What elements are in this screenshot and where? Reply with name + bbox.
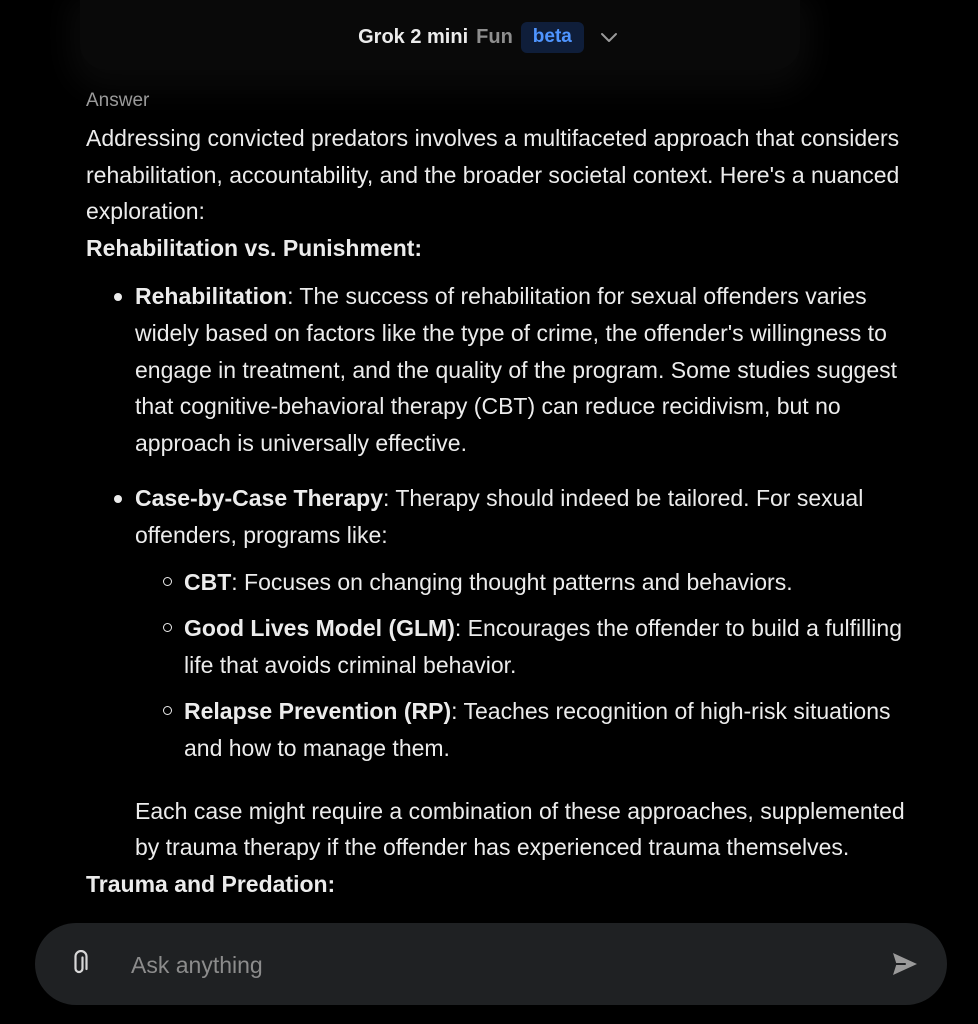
answer-content xyxy=(86,88,916,922)
send-icon[interactable] xyxy=(890,949,920,979)
sub-bullet-term: CBT xyxy=(184,568,232,595)
composer-bar xyxy=(35,923,947,1005)
ask-input[interactable] xyxy=(129,943,853,987)
bullet-text: : Therapy should indeed be tailored. For sexual offenders, programs like: xyxy=(135,485,864,548)
list-item xyxy=(135,278,916,461)
sub-bullet-term: Relapse Prevention (RP) xyxy=(184,698,452,725)
beta-badge: beta xyxy=(521,22,584,53)
list-item xyxy=(135,480,916,766)
list-item xyxy=(184,564,916,601)
sub-bullet-text: : Focuses on changing thought patterns and behaviors. xyxy=(231,568,793,595)
bullet-term: Rehabilitation xyxy=(135,283,288,310)
model-name: Grok 2 mini xyxy=(358,25,469,48)
top-header xyxy=(0,0,978,78)
answer-label: Answer xyxy=(86,90,150,111)
model-mode: Fun xyxy=(476,25,513,48)
sub-bullet-list xyxy=(135,564,916,767)
chevron-down-icon[interactable] xyxy=(598,26,620,48)
sub-bullet-text: : Encourages the offender to build a fulfilling life that avoids criminal behavior. xyxy=(184,615,902,678)
bullet-term: Case-by-Case Therapy xyxy=(135,485,383,512)
sub-bullet-term: Good Lives Model (GLM) xyxy=(184,615,455,642)
list-item xyxy=(184,693,916,766)
sub-bullet-text: : Teaches recognition of high-risk situations and how to manage them. xyxy=(184,698,891,761)
model-selector[interactable] xyxy=(358,20,620,54)
answer-intro: Addressing convicted predators involves a multifaceted approach that considers rehabilitation, accountability, and the broader societal context. Here's a nuanced exploration: xyxy=(86,125,900,225)
next-section-heading: Trauma and Predation: xyxy=(86,870,336,897)
section-heading: Rehabilitation vs. Punishment: xyxy=(86,234,423,261)
list-item xyxy=(184,610,916,683)
closing-paragraph: Each case might require a combination of these approaches, supplemented by trauma therapy if the offender has experienced trauma themselves. xyxy=(135,797,905,861)
bullet-text: : The success of rehabilitation for sexual offenders varies widely based on factors like the type of crime, the offender's willingness to engage in treatment, and the quality of the program. Some studies suggest that cognitive-behavioral therapy (CBT) can reduce recidivism, but no approach is universally effective. xyxy=(135,283,898,456)
paperclip-icon[interactable] xyxy=(65,950,93,978)
bullet-list xyxy=(86,278,916,766)
